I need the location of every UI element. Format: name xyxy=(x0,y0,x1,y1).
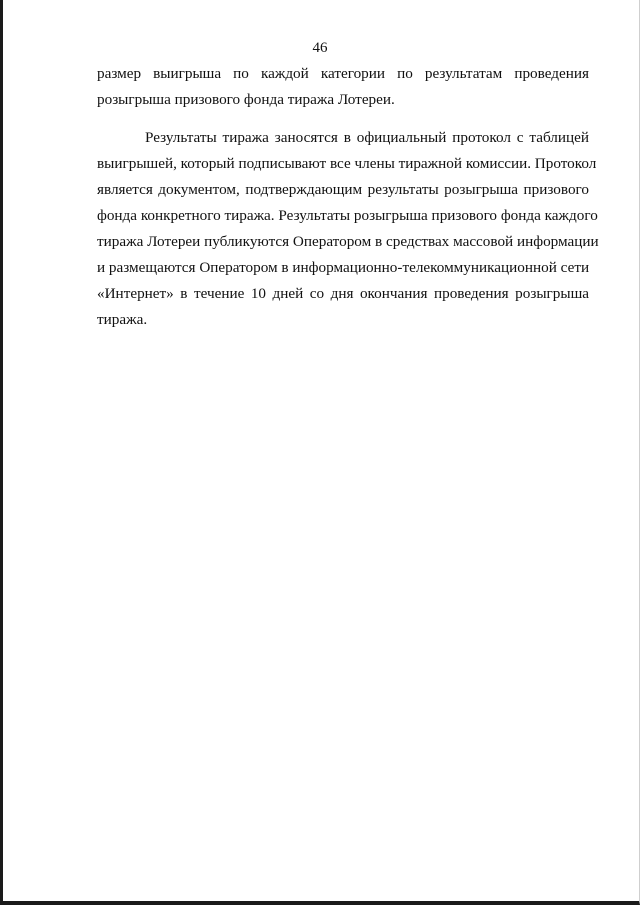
text-line: фонда конкретного тиража. Результаты розыгрыша призового фонда каждого xyxy=(97,207,598,224)
text-line: розыгрыша призового фонда тиража Лотереи. xyxy=(97,91,395,108)
text-line: размер выигрыша по каждой категории по результатам проведения xyxy=(97,65,589,82)
text-line: является документом, подтверждающим результаты розыгрыша призового xyxy=(97,181,589,198)
document-body xyxy=(97,61,599,333)
text-line: выигрышей, который подписывают все члены тиражной комиссии. Протокол xyxy=(97,155,597,172)
text-line: тиража. xyxy=(97,311,148,328)
page-number: 46 xyxy=(312,40,328,56)
text-line: и размещаются Оператором в информационно-телекоммуникационной сети xyxy=(97,259,590,276)
paragraph-1 xyxy=(97,61,589,113)
text-line: Результаты тиража заносятся в официальный протокол с таблицей xyxy=(145,129,589,146)
text-line: «Интернет» в течение 10 дней со дня окончания проведения розыгрыша xyxy=(97,285,589,302)
text-line: тиража Лотереи публикуются Оператором в средствах массовой информации xyxy=(97,233,599,250)
paragraph-2 xyxy=(97,125,599,333)
